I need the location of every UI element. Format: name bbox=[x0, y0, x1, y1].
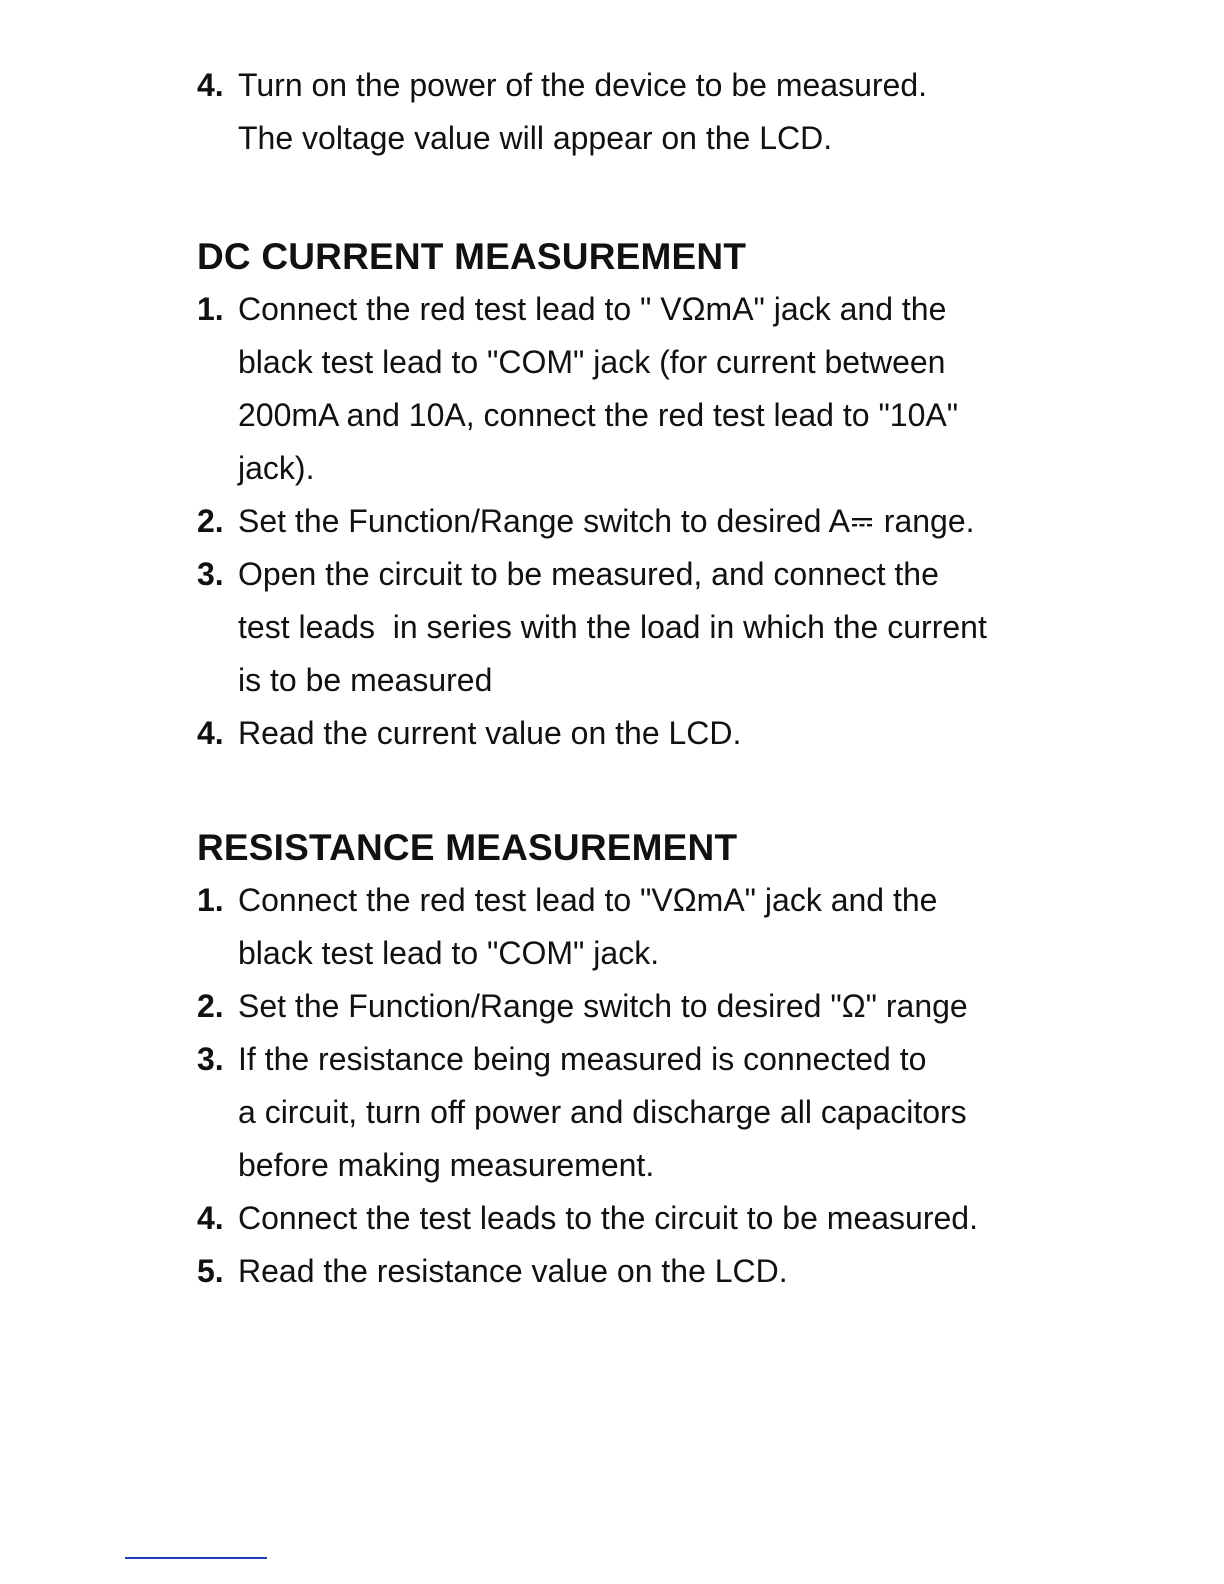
section-heading-resistance: RESISTANCE MEASUREMENT bbox=[197, 827, 738, 868]
step-text-line: jack). bbox=[238, 450, 315, 486]
res-step-2 bbox=[197, 980, 1017, 1033]
dc-symbol-icon bbox=[851, 515, 873, 529]
step-text-line: black test lead to "COM" jack. bbox=[238, 935, 660, 971]
step-number: 5. bbox=[197, 1253, 224, 1289]
step-text-line: Connect the red test lead to "VΩmA" jack and the bbox=[238, 882, 938, 918]
dc-step-1 bbox=[197, 283, 1017, 495]
step-number: 1. bbox=[197, 882, 224, 918]
step-text-line: Connect the red test lead to " VΩmA" jack and the bbox=[238, 291, 947, 327]
step-number: 3. bbox=[197, 556, 224, 592]
step-text-line: Open the circuit to be measured, and connect the bbox=[238, 556, 939, 592]
step-number: 4. bbox=[197, 715, 224, 751]
step-text-line: before making measurement. bbox=[238, 1147, 655, 1183]
step-text-line: a circuit, turn off power and discharge all capacitors bbox=[238, 1094, 967, 1130]
step-text-line: Connect the test leads to the circuit to be measured. bbox=[238, 1200, 978, 1236]
step-number: 2. bbox=[197, 988, 224, 1024]
res-step-4 bbox=[197, 1192, 1017, 1245]
step-text-before-symbol: Set the Function/Range switch to desired A bbox=[238, 503, 850, 539]
step-text-line: 200mA and 10A, connect the red test lead to "10A" bbox=[238, 397, 959, 433]
step-text-after-symbol: range. bbox=[874, 503, 975, 539]
step-text-line: If the resistance being measured is connected to bbox=[238, 1041, 927, 1077]
res-step-3 bbox=[197, 1033, 1017, 1192]
res-step-5 bbox=[197, 1245, 1017, 1298]
step-text-line: black test lead to "COM" jack (for current between bbox=[238, 344, 946, 380]
step-text-line: Turn on the power of the device to be measured. bbox=[238, 67, 927, 103]
section-heading-dc-current: DC CURRENT MEASUREMENT bbox=[197, 236, 747, 277]
step-text-line: test leads in series with the load in which the current bbox=[238, 609, 987, 645]
step-text-line: The voltage value will appear on the LCD. bbox=[238, 120, 833, 156]
res-step-1 bbox=[197, 874, 1017, 980]
intro-step-4 bbox=[197, 59, 1017, 165]
step-text-line bbox=[238, 495, 1017, 548]
step-number: 4. bbox=[197, 1200, 224, 1236]
dc-step-4 bbox=[197, 707, 1017, 760]
dc-step-3 bbox=[197, 548, 1017, 707]
step-number: 2. bbox=[197, 503, 224, 539]
intro-section bbox=[197, 59, 1017, 165]
dc-current-section bbox=[197, 230, 1017, 760]
step-number: 1. bbox=[197, 291, 224, 327]
resistance-section bbox=[197, 821, 1017, 1298]
step-text-line: Read the resistance value on the LCD. bbox=[238, 1253, 788, 1289]
dc-step-2 bbox=[197, 495, 1017, 548]
step-number: 3. bbox=[197, 1041, 224, 1077]
step-text-line: is to be measured bbox=[238, 662, 493, 698]
step-number: 4. bbox=[197, 67, 224, 103]
step-text-line: Read the current value on the LCD. bbox=[238, 715, 742, 751]
step-text-line: Set the Function/Range switch to desired "Ω" range bbox=[238, 988, 968, 1024]
footer-rule bbox=[125, 1557, 267, 1559]
